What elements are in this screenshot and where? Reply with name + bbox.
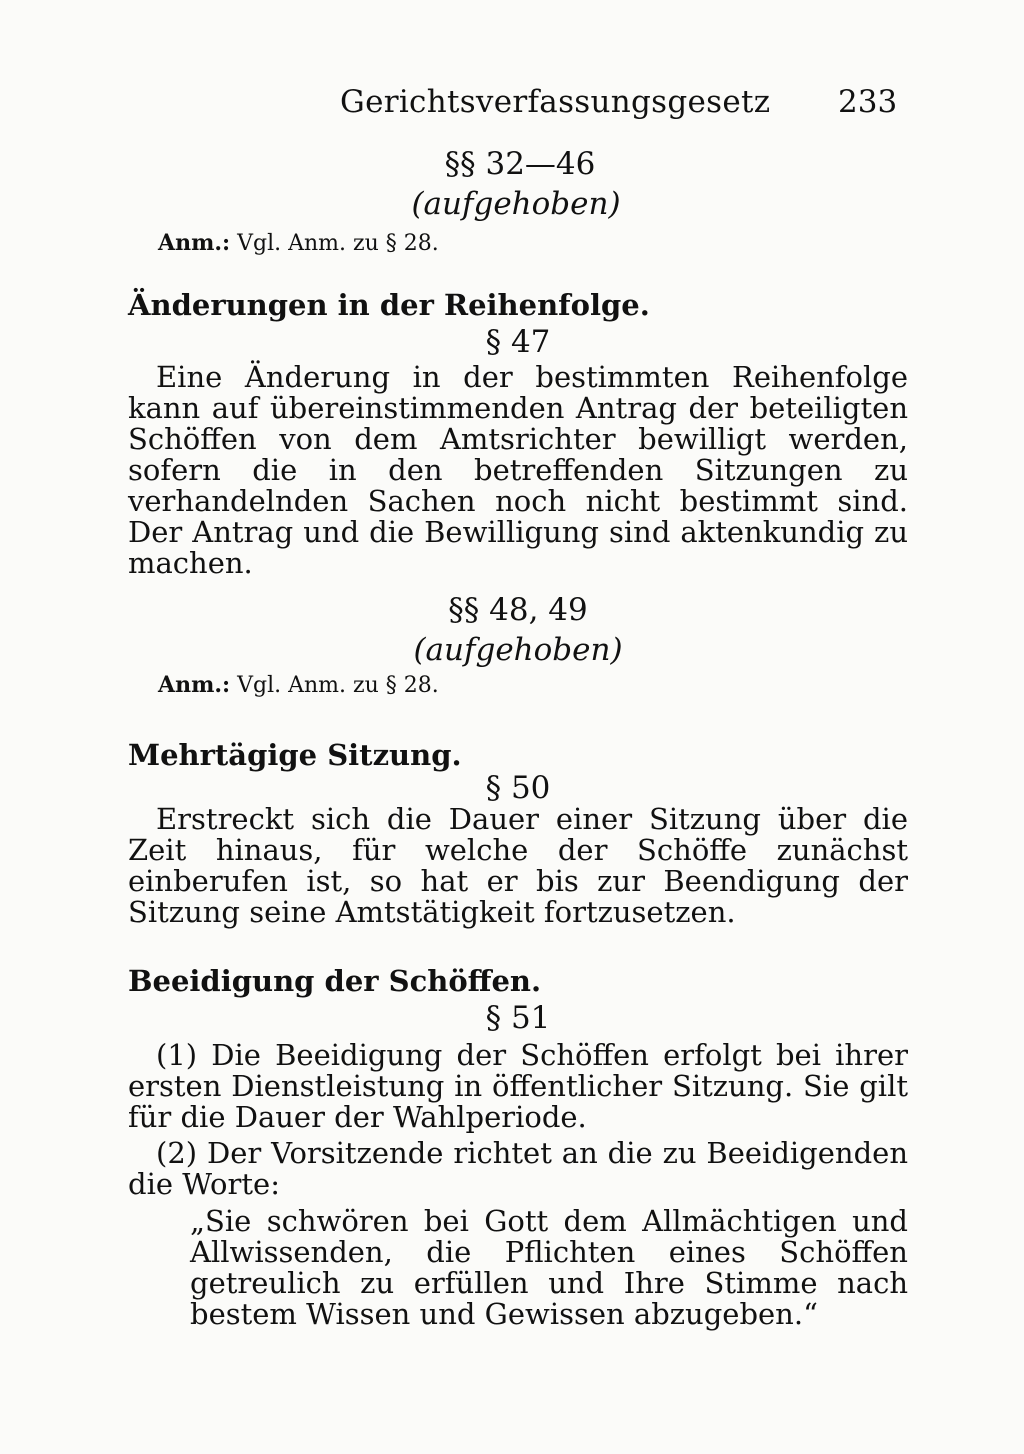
section-47-text: Eine Änderung in der bestimmten Reihenfolge kann auf übereinstimmenden Antrag der beteiligten Schöffen von dem Amtsrichter bewilligt werden, sofern die in den betreffenden Sitzungen zu verhandelnden Sachen noch nicht bestimmt sind. Der Antrag und die Bewilligung sind aktenkundig zu machen. [128,360,908,580]
repealed-note-48-49: (aufgehoben) [413,632,623,668]
annotation-48-49 [158,672,439,698]
page-number: 233 [838,84,898,120]
annotation-label: Anm.: [158,672,231,698]
repealed-note-32-46: (aufgehoben) [411,186,621,222]
section-title-47: Änderungen in der Reihenfolge. [128,288,650,322]
section-heading-32-46: §§ 32—46 [444,146,596,182]
section-heading-47: § 47 [485,324,551,360]
section-heading-50: § 50 [485,770,551,806]
section-title-51: Beeidigung der Schöffen. [128,964,542,998]
section-title-50: Mehrtägige Sitzung. [128,738,462,772]
oath-quote: „Sie schwören bei Gott dem Allmächtigen und Allwissenden, die Pflichten eines Schöffen getreulich zu erfüllen und Ihre Stimme nach bestem Wissen und Gewissen abzugeben.“ [190,1204,908,1331]
section-50-text: Erstreckt sich die Dauer einer Sitzung über die Zeit hinaus, für welche der Schöffe zunächst einberufen ist, so hat er bis zur Beendigung der Sitzung seine Amtstätigkeit fortzusetzen. [128,802,908,929]
annotation-32-46 [158,230,439,256]
annotation-label: Anm.: [158,230,231,256]
section-51-para-2: (2) Der Vorsitzende richtet an die zu Beeidigenden die Worte: [128,1136,908,1201]
running-title: Gerichtsverfassungsgesetz [340,84,771,120]
annotation-text: Vgl. Anm. zu § 28. [237,673,439,698]
section-heading-51: § 51 [485,1000,551,1036]
section-51-para-1: (1) Die Beeidigung der Schöffen erfolgt bei ihrer ersten Dienstleistung in öffentlicher Sitzung. Sie gilt für die Dauer der Wahlperiode. [128,1038,908,1134]
section-heading-48-49: §§ 48, 49 [448,592,588,628]
annotation-text: Vgl. Anm. zu § 28. [237,231,439,256]
